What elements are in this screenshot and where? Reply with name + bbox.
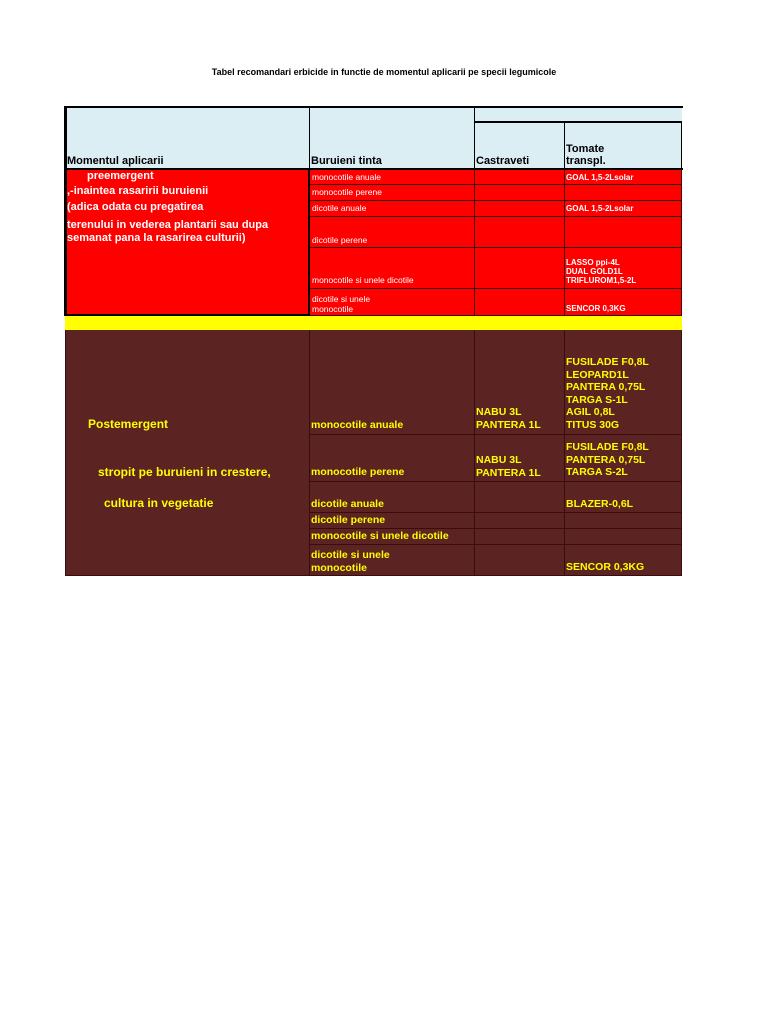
header-top-border bbox=[64, 106, 683, 108]
header-castraveti: Castraveti bbox=[476, 155, 530, 167]
post-row-2-buruieni: monocotile perene bbox=[311, 466, 405, 478]
post-vline-2 bbox=[474, 330, 475, 576]
post-row-2-castraveti-line1: NABU 3L bbox=[476, 454, 522, 466]
post-row-4-buruieni: dicotile perene bbox=[311, 514, 386, 526]
pre-row-2-buruieni: monocotile perene bbox=[312, 187, 382, 197]
header-right-border bbox=[681, 121, 682, 169]
post-row-6-buruieni-line1: dicotile si unele bbox=[311, 549, 390, 561]
post-row-6-buruieni-line2: monocotile bbox=[311, 561, 368, 574]
post-hline-1 bbox=[309, 434, 682, 435]
header-vline-3 bbox=[564, 121, 565, 169]
post-row-1-castraveti-line1: NABU 3L bbox=[476, 406, 522, 418]
pre-vline-4 bbox=[681, 169, 682, 316]
post-moment-line-1: Postemergent bbox=[88, 417, 169, 431]
pre-vline-2 bbox=[474, 169, 475, 316]
post-row-1-castraveti bbox=[476, 406, 541, 431]
post-row-2-tomate-line3: TARGA S-2L bbox=[566, 466, 628, 478]
post-row-1-tomate-line1: FUSILADE F0,8L bbox=[566, 356, 649, 368]
post-row-3-buruieni: dicotile anuale bbox=[311, 498, 384, 510]
pre-row-3-tomate: GOAL 1,5-2Lsolar bbox=[566, 204, 634, 213]
post-row-1-tomate-line5: AGIL 0,8L bbox=[566, 406, 615, 418]
header-vline-2 bbox=[474, 107, 475, 169]
post-row-6-buruieni bbox=[311, 549, 390, 574]
pre-moment-right-border bbox=[308, 169, 310, 316]
pre-moment-line-2: ,-inaintea rasaririi buruienii bbox=[67, 185, 209, 197]
header-buruieni: Buruieni tinta bbox=[311, 155, 382, 167]
pre-moment-line-4: terenului in vederea plantarii sau dupa bbox=[67, 219, 269, 231]
post-row-1-castraveti-line2: PANTERA 1L bbox=[476, 418, 541, 431]
header-bottom-border bbox=[64, 168, 683, 170]
post-row-2-tomate-line2: PANTERA 0,75L bbox=[566, 453, 646, 466]
pre-moment-line-3: (adica odata cu pregatirea bbox=[67, 201, 204, 213]
section-separator-band bbox=[65, 316, 682, 330]
post-left-border bbox=[65, 330, 66, 576]
header-tomate bbox=[566, 143, 606, 167]
pre-hline-3 bbox=[310, 216, 682, 217]
header-tomate-line2: transpl. bbox=[566, 155, 606, 167]
pre-row-3-buruieni: dicotile anuale bbox=[312, 203, 367, 213]
pre-row-1-tomate: GOAL 1,5-2Lsolar bbox=[566, 173, 634, 182]
post-row-2-castraveti bbox=[476, 454, 541, 479]
pre-row-5-tomate-line2: DUAL GOLD1L bbox=[566, 267, 623, 276]
pre-row-6-tomate: SENCOR 0,3KG bbox=[566, 304, 626, 313]
pre-hline-2 bbox=[310, 200, 682, 201]
pre-row-1-buruieni: monocotile anuale bbox=[312, 172, 381, 182]
post-row-5-buruieni: monocotile si unele dicotile bbox=[311, 530, 449, 542]
pre-row-5-tomate bbox=[566, 258, 636, 285]
post-row-1-buruieni: monocotile anuale bbox=[311, 419, 404, 431]
pre-hline-4 bbox=[310, 247, 682, 248]
post-row-6-tomate: SENCOR 0,3KG bbox=[566, 561, 645, 573]
post-hline-4 bbox=[309, 528, 682, 529]
pre-hline-1 bbox=[310, 184, 682, 185]
post-bottom-border bbox=[65, 575, 682, 576]
pre-moment-line-1: preemergent bbox=[87, 170, 154, 182]
pre-vline-3 bbox=[564, 169, 565, 316]
document-title: Tabel recomandari erbicide in functie de momentul aplicarii pe specii legumicole bbox=[211, 67, 557, 77]
post-row-1-tomate-line6: TITUS 30G bbox=[566, 418, 620, 431]
post-row-1-tomate bbox=[566, 356, 649, 431]
post-row-2-castraveti-line2: PANTERA 1L bbox=[476, 466, 541, 479]
post-row-2-tomate bbox=[566, 441, 649, 479]
pre-hline-5 bbox=[310, 288, 682, 289]
post-vline-1 bbox=[309, 330, 310, 576]
post-moment-line-3: cultura in vegetatie bbox=[104, 496, 214, 510]
pre-row-6-buruieni bbox=[312, 294, 370, 314]
pre-moment-bottom-border bbox=[64, 314, 310, 316]
pre-row-6-buruieni-line1: dicotile si unele bbox=[312, 294, 371, 304]
header-moment: Momentul aplicarii bbox=[67, 155, 164, 167]
post-row-1-tomate-line4: TARGA S-1L bbox=[566, 393, 628, 406]
post-row-1-tomate-line3: PANTERA 0,75L bbox=[566, 381, 646, 393]
header-tomate-line1: Tomate bbox=[566, 143, 605, 155]
header-subline bbox=[474, 121, 682, 123]
pre-hline-6 bbox=[310, 315, 682, 316]
pre-moment-line-5: semanat pana la rasarirea culturii) bbox=[67, 232, 246, 244]
post-row-1-tomate-line2: LEOPARD1L bbox=[566, 368, 629, 381]
post-hline-2 bbox=[309, 481, 682, 482]
post-right-border bbox=[681, 330, 682, 576]
post-row-2-tomate-line1: FUSILADE F0,8L bbox=[566, 441, 649, 453]
pre-row-5-buruieni: monocotile si unele dicotile bbox=[312, 275, 414, 285]
post-row-3-tomate: BLAZER-0,6L bbox=[566, 498, 634, 510]
pre-row-5-tomate-line1: LASSO ppi-4L bbox=[566, 258, 620, 267]
post-moment-line-2: stropit pe buruieni in crestere, bbox=[98, 465, 271, 479]
post-hline-3 bbox=[309, 512, 682, 513]
pre-row-6-buruieni-line2: monocotile bbox=[312, 304, 354, 314]
post-vline-3 bbox=[564, 330, 565, 576]
pre-row-5-tomate-line3: TRIFLUROM1,5-2L bbox=[566, 276, 637, 285]
pre-row-4-buruieni: dicotile perene bbox=[312, 235, 368, 245]
header-vline-1 bbox=[309, 107, 310, 169]
post-hline-5 bbox=[309, 544, 682, 545]
